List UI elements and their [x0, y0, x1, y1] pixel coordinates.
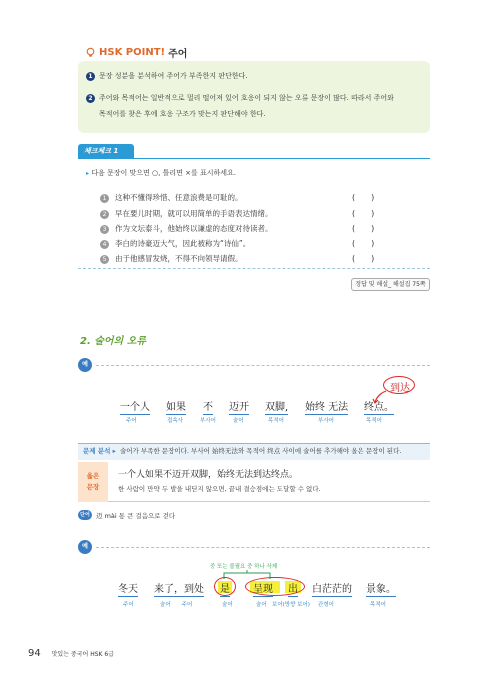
point-number: 1: [86, 72, 95, 81]
check-divider: [78, 158, 430, 159]
gloss-label: 주어: [126, 418, 137, 424]
example-word: 景象。: [366, 580, 396, 597]
hsk-point-box: [78, 61, 430, 133]
check-instruction: [86, 168, 236, 178]
gloss-label: 술어: [222, 602, 233, 608]
question-number: 4: [100, 240, 109, 249]
question-text: 李白的诗豪迈大气，因此被称为“诗仙”。: [115, 239, 251, 248]
gloss-label: 목적어: [268, 418, 284, 424]
question-number: 2: [100, 210, 109, 219]
gloss-label: 관형어: [318, 602, 334, 608]
instruction-text: 다음 문장이 맞으면 ○, 틀리면 ×를 표시하세요.: [91, 169, 236, 177]
correct-label: [78, 462, 108, 502]
gloss-label: 술어: [256, 602, 267, 608]
hsk-point-main: 주어: [168, 49, 188, 60]
answer-blank[interactable]: ( ): [352, 239, 375, 248]
example-icon: 예: [78, 358, 92, 372]
example-word: 是: [220, 580, 230, 597]
analysis-label: 문제 분석 ▸: [83, 447, 116, 455]
question-number: 5: [100, 255, 109, 264]
example-word: 终点。: [364, 398, 394, 415]
gloss-label: 부사어: [200, 418, 216, 424]
triangle-bullet-icon: ▸: [86, 170, 90, 177]
question-text: 作为文坛泰斗，他始终以谦虚的态度对待读者。: [115, 224, 273, 233]
example-word: 如果: [166, 398, 186, 415]
question-row: [100, 223, 273, 234]
correct-label-line: 옳은: [86, 472, 100, 480]
point-2-continued: [99, 107, 266, 121]
point-1: [86, 69, 248, 83]
correct-sentence-chinese: 一个人如果不迈开双脚，始终无法到达终点。: [118, 470, 299, 480]
question-row: [100, 238, 250, 249]
example-word: 迈开: [229, 398, 249, 415]
gloss-label: 주어: [123, 602, 134, 608]
answer-blank[interactable]: ( ): [352, 193, 375, 202]
vocab-icon: 단어: [78, 510, 92, 520]
question-number: 3: [100, 225, 109, 234]
question-row: [100, 208, 273, 219]
example-word: 不: [203, 398, 213, 415]
inserted-word: 到达: [390, 383, 410, 394]
analysis-text: 술어가 부족한 문장이다. 부사어 始终无法와 목적어 终点 사이에 술어를 추가해야 올은 문장이 된다.: [120, 447, 402, 455]
gloss-label: 접속사: [167, 418, 183, 424]
vocab-text: 迈 mài 통 큰 걸음으로 걷다: [96, 512, 176, 520]
book-title: 맛있는 중국어 HSK 6급: [51, 651, 114, 658]
question-text: 这种不懂得珍惜、任意浪费是可耻的。: [115, 193, 243, 202]
question-row: [100, 253, 243, 264]
gloss-label: 보어(방향 보어): [272, 602, 310, 608]
example-word: 冬天: [118, 580, 138, 597]
point-text: 문장 성분을 분석하여 주어가 부족한지 판단한다.: [99, 72, 248, 80]
example-word: 呈现: [253, 580, 273, 597]
point-text: 주어와 목적어는 일반적으로 멀리 떨어져 있어 호응이 되지 않는 오류 문장이 많다. 따라서 주어와: [99, 94, 394, 102]
check-tab: 체크체크 1: [78, 144, 134, 158]
example-hint: 중 또는 불필요 중 하나 삭제: [210, 564, 278, 570]
example-word: 始终 无法: [305, 398, 348, 415]
example-word: 一个人: [120, 398, 150, 415]
example-word: 双脚,: [265, 398, 288, 415]
example-word: 来了，到处: [154, 580, 204, 597]
question-row: [100, 192, 243, 203]
page-number: 94: [28, 648, 41, 659]
example-divider: [96, 547, 430, 548]
point-2: [86, 91, 394, 105]
example-icon: 예: [78, 540, 92, 554]
example-word: 出: [288, 580, 298, 597]
hsk-point-title: [85, 45, 187, 60]
check-bottom-divider: [78, 268, 430, 269]
gloss-label: 목적어: [366, 418, 382, 424]
page-footer: [28, 648, 114, 659]
answer-blank[interactable]: ( ): [352, 254, 375, 263]
gloss-label: 술어: [233, 418, 244, 424]
question-text: 由于他感冒发烧，不得不向领导请假。: [115, 254, 243, 263]
gloss-label: 부사어: [318, 418, 334, 424]
correct-label-line: 문장: [86, 483, 100, 491]
answer-reference-button[interactable]: 정답 및 해설_ 해설집 75쪽: [351, 278, 430, 291]
question-text: 早在要儿时期，就可以用简单的手语表达情绪。: [115, 209, 273, 218]
answer-blank[interactable]: ( ): [352, 224, 375, 233]
correct-sentence-korean: 한 사람이 만약 두 발을 내딛지 않으면, 끝내 결승점에는 도달할 수 없다.: [118, 485, 321, 493]
gloss-label: 목적어: [370, 602, 386, 608]
gloss-label: 술어 주어: [160, 602, 193, 608]
example-word: 白茫茫的: [312, 580, 352, 597]
question-number: 1: [100, 194, 109, 203]
example-divider: [96, 365, 430, 366]
point-text: 목적어를 찾은 후에 호응 구조가 맞는지 판단해야 한다.: [99, 110, 266, 118]
answer-blank[interactable]: ( ): [352, 209, 375, 218]
lightbulb-icon: [85, 47, 96, 58]
section-title: 2. 술어의 오류: [80, 336, 147, 347]
hsk-point-prefix: HSK POINT!: [99, 47, 166, 58]
point-number: 2: [86, 94, 95, 103]
